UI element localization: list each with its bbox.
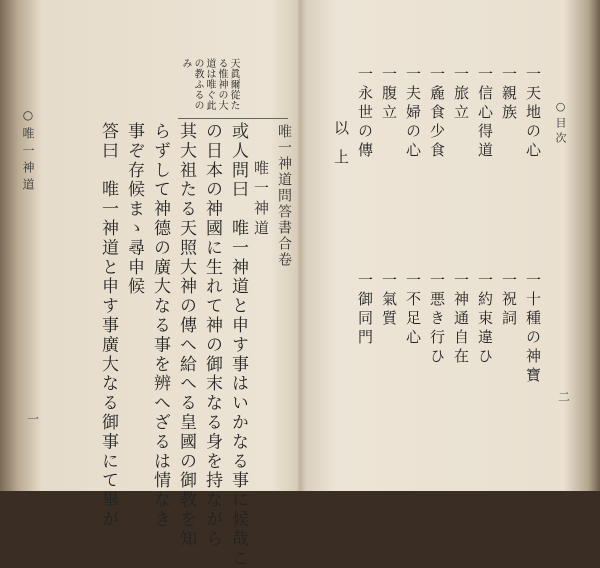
- body-line: 或人問曰 唯一神道と申す事はいかなる事に候哉こ: [228, 122, 248, 568]
- toc-header: ○目次: [554, 100, 567, 147]
- toc-item: 一天地の心: [524, 66, 542, 161]
- header-note-line: 天眞爾從た: [228, 58, 239, 111]
- body-line: 答曰 唯一神道と申す事廣大なる御事にて畢が: [98, 122, 118, 530]
- body-line: 事ぞ存候まゝ尋申候: [124, 122, 144, 297]
- header-note-line: る惟神の大: [216, 58, 227, 111]
- toc-item: 一夫婦の心: [404, 66, 422, 161]
- toc-item: 一約束違ひ: [476, 272, 494, 367]
- toc-item: 一親族: [500, 66, 518, 123]
- running-head: ○唯一神道: [21, 108, 35, 195]
- toc-item: 一腹立: [380, 66, 398, 123]
- body-line: 其大祖たる天照大神の傳へ給へる皇國の御教を知: [176, 122, 196, 549]
- page-number: 一: [27, 412, 40, 426]
- toc-item: 一不足心: [404, 272, 422, 348]
- header-note-line: の教ふるの: [192, 58, 203, 111]
- book-title: 唯一神道問答書合卷: [276, 124, 292, 268]
- toc-item: 一神通自在: [452, 272, 470, 367]
- toc-item: 一氣質: [380, 272, 398, 329]
- toc-item: 一旅立: [452, 66, 470, 123]
- header-note-line: み: [180, 58, 191, 69]
- toc-item: 一悪き行ひ: [428, 272, 446, 367]
- body-line: の日本の神國に生れて神の御末なる身を持ながら: [202, 122, 222, 549]
- toc-item: 一御同門: [356, 272, 374, 348]
- toc-item: 一祝詞: [500, 272, 518, 329]
- page-number: 二: [557, 390, 570, 404]
- toc-closing: 以上: [332, 120, 350, 178]
- section-title: 唯一神道: [252, 160, 270, 240]
- header-note-line: 道は唯ぐ此: [204, 58, 215, 111]
- body-line: らずして神德の廣大なる事を辨へざるは情なき: [150, 122, 170, 530]
- toc-item: 一十種の神寶: [524, 272, 542, 386]
- toc-item: 一永世の傳: [356, 66, 374, 161]
- title-rule: [178, 118, 288, 119]
- toc-item: 一信心得道: [476, 66, 494, 161]
- toc-item: 一麁食少食: [428, 66, 446, 161]
- right-page: [300, 0, 600, 491]
